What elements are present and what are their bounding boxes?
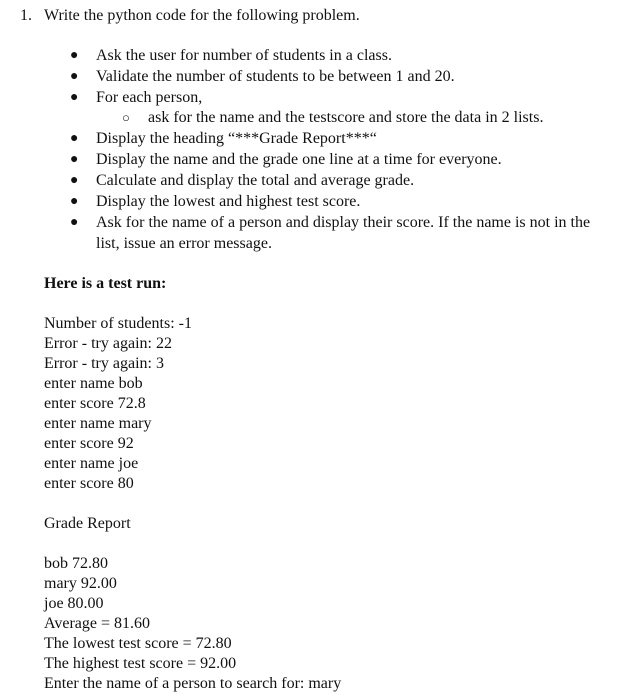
output-line: Enter the name of a person to search for: mary	[44, 675, 342, 692]
bullet-item: Display the lowest and highest test score.	[96, 193, 361, 210]
output-line: The highest test score = 92.00	[44, 655, 237, 672]
test-run-line: enter name mary	[44, 415, 152, 432]
bullet-icon: ●	[70, 69, 79, 84]
test-run-line: enter name bob	[44, 375, 143, 392]
test-run-line: enter name joe	[44, 455, 139, 472]
sub-bullet-item: ask for the name and the testscore and store the data in 2 lists.	[148, 109, 544, 126]
test-run-line: Error - try again: 3	[44, 355, 164, 372]
test-run-line: Error - try again: 22	[44, 335, 172, 352]
bullet-item: Display the name and the grade one line at a time for everyone.	[96, 151, 502, 168]
problem-number: 1.	[20, 7, 32, 24]
output-line: mary 92.00	[44, 575, 117, 592]
problem-title: Write the python code for the following problem.	[44, 7, 360, 24]
bullet-icon: ●	[70, 215, 79, 230]
bullet-continuation: list, issue an error message.	[96, 235, 272, 252]
test-run-line: Number of students: -1	[44, 315, 192, 332]
bullet-item: Calculate and display the total and average grade.	[96, 172, 415, 189]
output-line: joe 80.00	[44, 595, 104, 612]
test-run-line: enter score 80	[44, 475, 134, 492]
test-run-line: enter score 92	[44, 435, 134, 452]
test-run-heading: Here is a test run:	[44, 275, 167, 292]
bullet-item: For each person,	[96, 89, 203, 106]
circle-bullet-icon: ○	[122, 110, 130, 125]
bullet-icon: ●	[70, 194, 79, 209]
output-line: bob 72.80	[44, 555, 108, 572]
bullet-icon: ●	[70, 173, 79, 188]
grade-report-heading: Grade Report	[44, 515, 131, 532]
bullet-icon: ●	[70, 48, 79, 63]
bullet-item: Ask for the name of a person and display their score. If the name is not in the	[96, 214, 591, 231]
bullet-item: Display the heading “***Grade Report***“	[96, 130, 377, 147]
output-line: The lowest test score = 72.80	[44, 635, 232, 652]
bullet-icon: ●	[70, 131, 79, 146]
bullet-icon: ●	[70, 90, 79, 105]
output-line: Average = 81.60	[44, 615, 151, 632]
bullet-item: Ask the user for number of students in a class.	[96, 47, 392, 64]
bullet-item: Validate the number of students to be between 1 and 20.	[96, 68, 455, 85]
bullet-icon: ●	[70, 152, 79, 167]
test-run-line: enter score 72.8	[44, 395, 146, 412]
